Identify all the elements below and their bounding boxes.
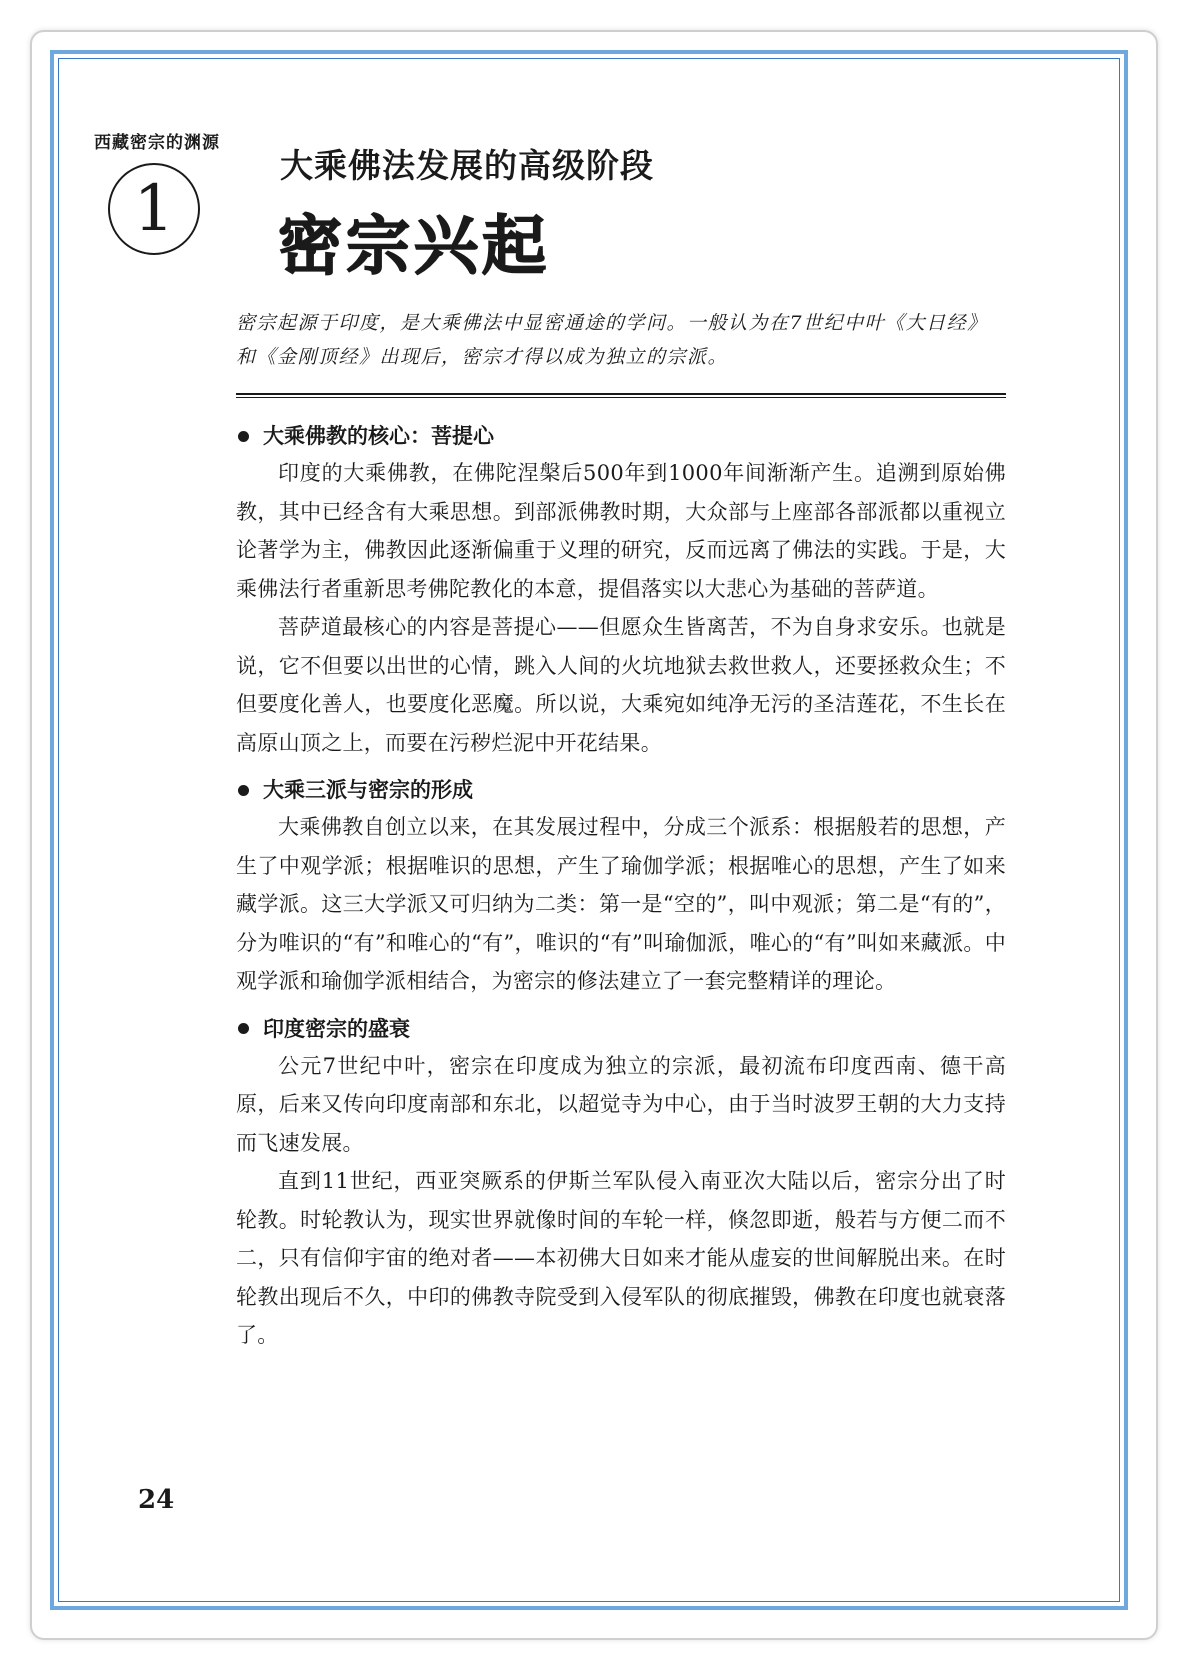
paragraph: 直到11世纪，西亚突厥系的伊斯兰军队侵入南亚次大陆以后，密宗分出了时轮教。时轮教认为，现实世界就像时间的车轮一样，倏忽即逝，般若与方便二而不二，只有信仰宇宙的绝对者——本初佛大日如来才能从虚妄的世间解脱出来。在时轮教出现后不久，中印的佛教寺院受到入侵军队的彻底摧毁，佛教在印度也就衰落了。	[236, 1169, 1006, 1347]
chapter-number: 1	[133, 172, 175, 246]
chapter-number-badge	[108, 163, 200, 255]
section	[236, 418, 1006, 762]
section	[236, 772, 1006, 1001]
section-heading	[236, 1011, 1006, 1047]
running-head: 西藏密宗的渊源	[94, 133, 220, 153]
chapter-title: 密宗兴起	[278, 210, 550, 284]
bullet-icon	[238, 1023, 249, 1034]
paragraph: 大乘佛教自创立以来，在其发展过程中，分成三个派系：根据般若的思想，产生了中观学派；根据唯识的思想，产生了瑜伽学派；根据唯心的思想，产生了如来藏学派。这三大学派又可归纳为二类：第一是“空的”，叫中观派；第二是“有的”，分为唯识的“有”和唯心的“有”，唯识的“有”叫瑜伽派，唯心的“有”叫如来藏派。中观学派和瑜伽学派相结合，为密宗的修法建立了一套完整精详的理论。	[236, 815, 1006, 993]
paragraph: 公元7世纪中叶，密宗在印度成为独立的宗派，最初流布印度西南、德干高原，后来又传向印度南部和东北，以超觉寺为中心，由于当时波罗王朝的大力支持而飞速发展。	[236, 1053, 1006, 1155]
page-number: 24	[138, 1485, 175, 1515]
section-heading-text: 大乘佛教的核心：菩提心	[263, 424, 494, 448]
section	[236, 1011, 1006, 1355]
divider-thin	[236, 397, 1006, 398]
intro-paragraph: 密宗起源于印度，是大乘佛法中显密通途的学问。一般认为在7世纪中叶《大日经》和《金刚顶经》出现后，密宗才得以成为独立的宗派。	[236, 312, 988, 368]
article-body	[236, 418, 1006, 1355]
section-heading-text: 印度密宗的盛衰	[263, 1016, 410, 1041]
chapter-subtitle: 大乘佛法发展的高级阶段	[280, 146, 654, 185]
bullet-icon	[238, 431, 249, 442]
section-heading	[236, 418, 1006, 454]
paragraph: 菩萨道最核心的内容是菩提心——但愿众生皆离苦，不为自身求安乐。也就是说，它不但要以出世的心情，跳入人间的火坑地狱去救世救人，还要拯救众生；不但要度化善人，也要度化恶魔。所以说，大乘宛如纯净无污的圣洁莲花，不生长在高原山顶之上，而要在污秽烂泥中开花结果。	[236, 615, 1006, 755]
divider-thick	[236, 393, 1006, 395]
bullet-icon	[238, 785, 249, 796]
section-heading	[236, 772, 1006, 808]
paragraph: 印度的大乘佛教，在佛陀涅槃后500年到1000年间渐渐产生。追溯到原始佛教，其中已经含有大乘思想。到部派佛教时期，大众部与上座部各部派都以重视立论著学为主，佛教因此逐渐偏重于义理的研究，反而远离了佛法的实践。于是，大乘佛法行者重新思考佛陀教化的本意，提倡落实以大悲心为基础的菩萨道。	[236, 461, 1006, 601]
section-heading-text: 大乘三派与密宗的形成	[263, 778, 473, 802]
